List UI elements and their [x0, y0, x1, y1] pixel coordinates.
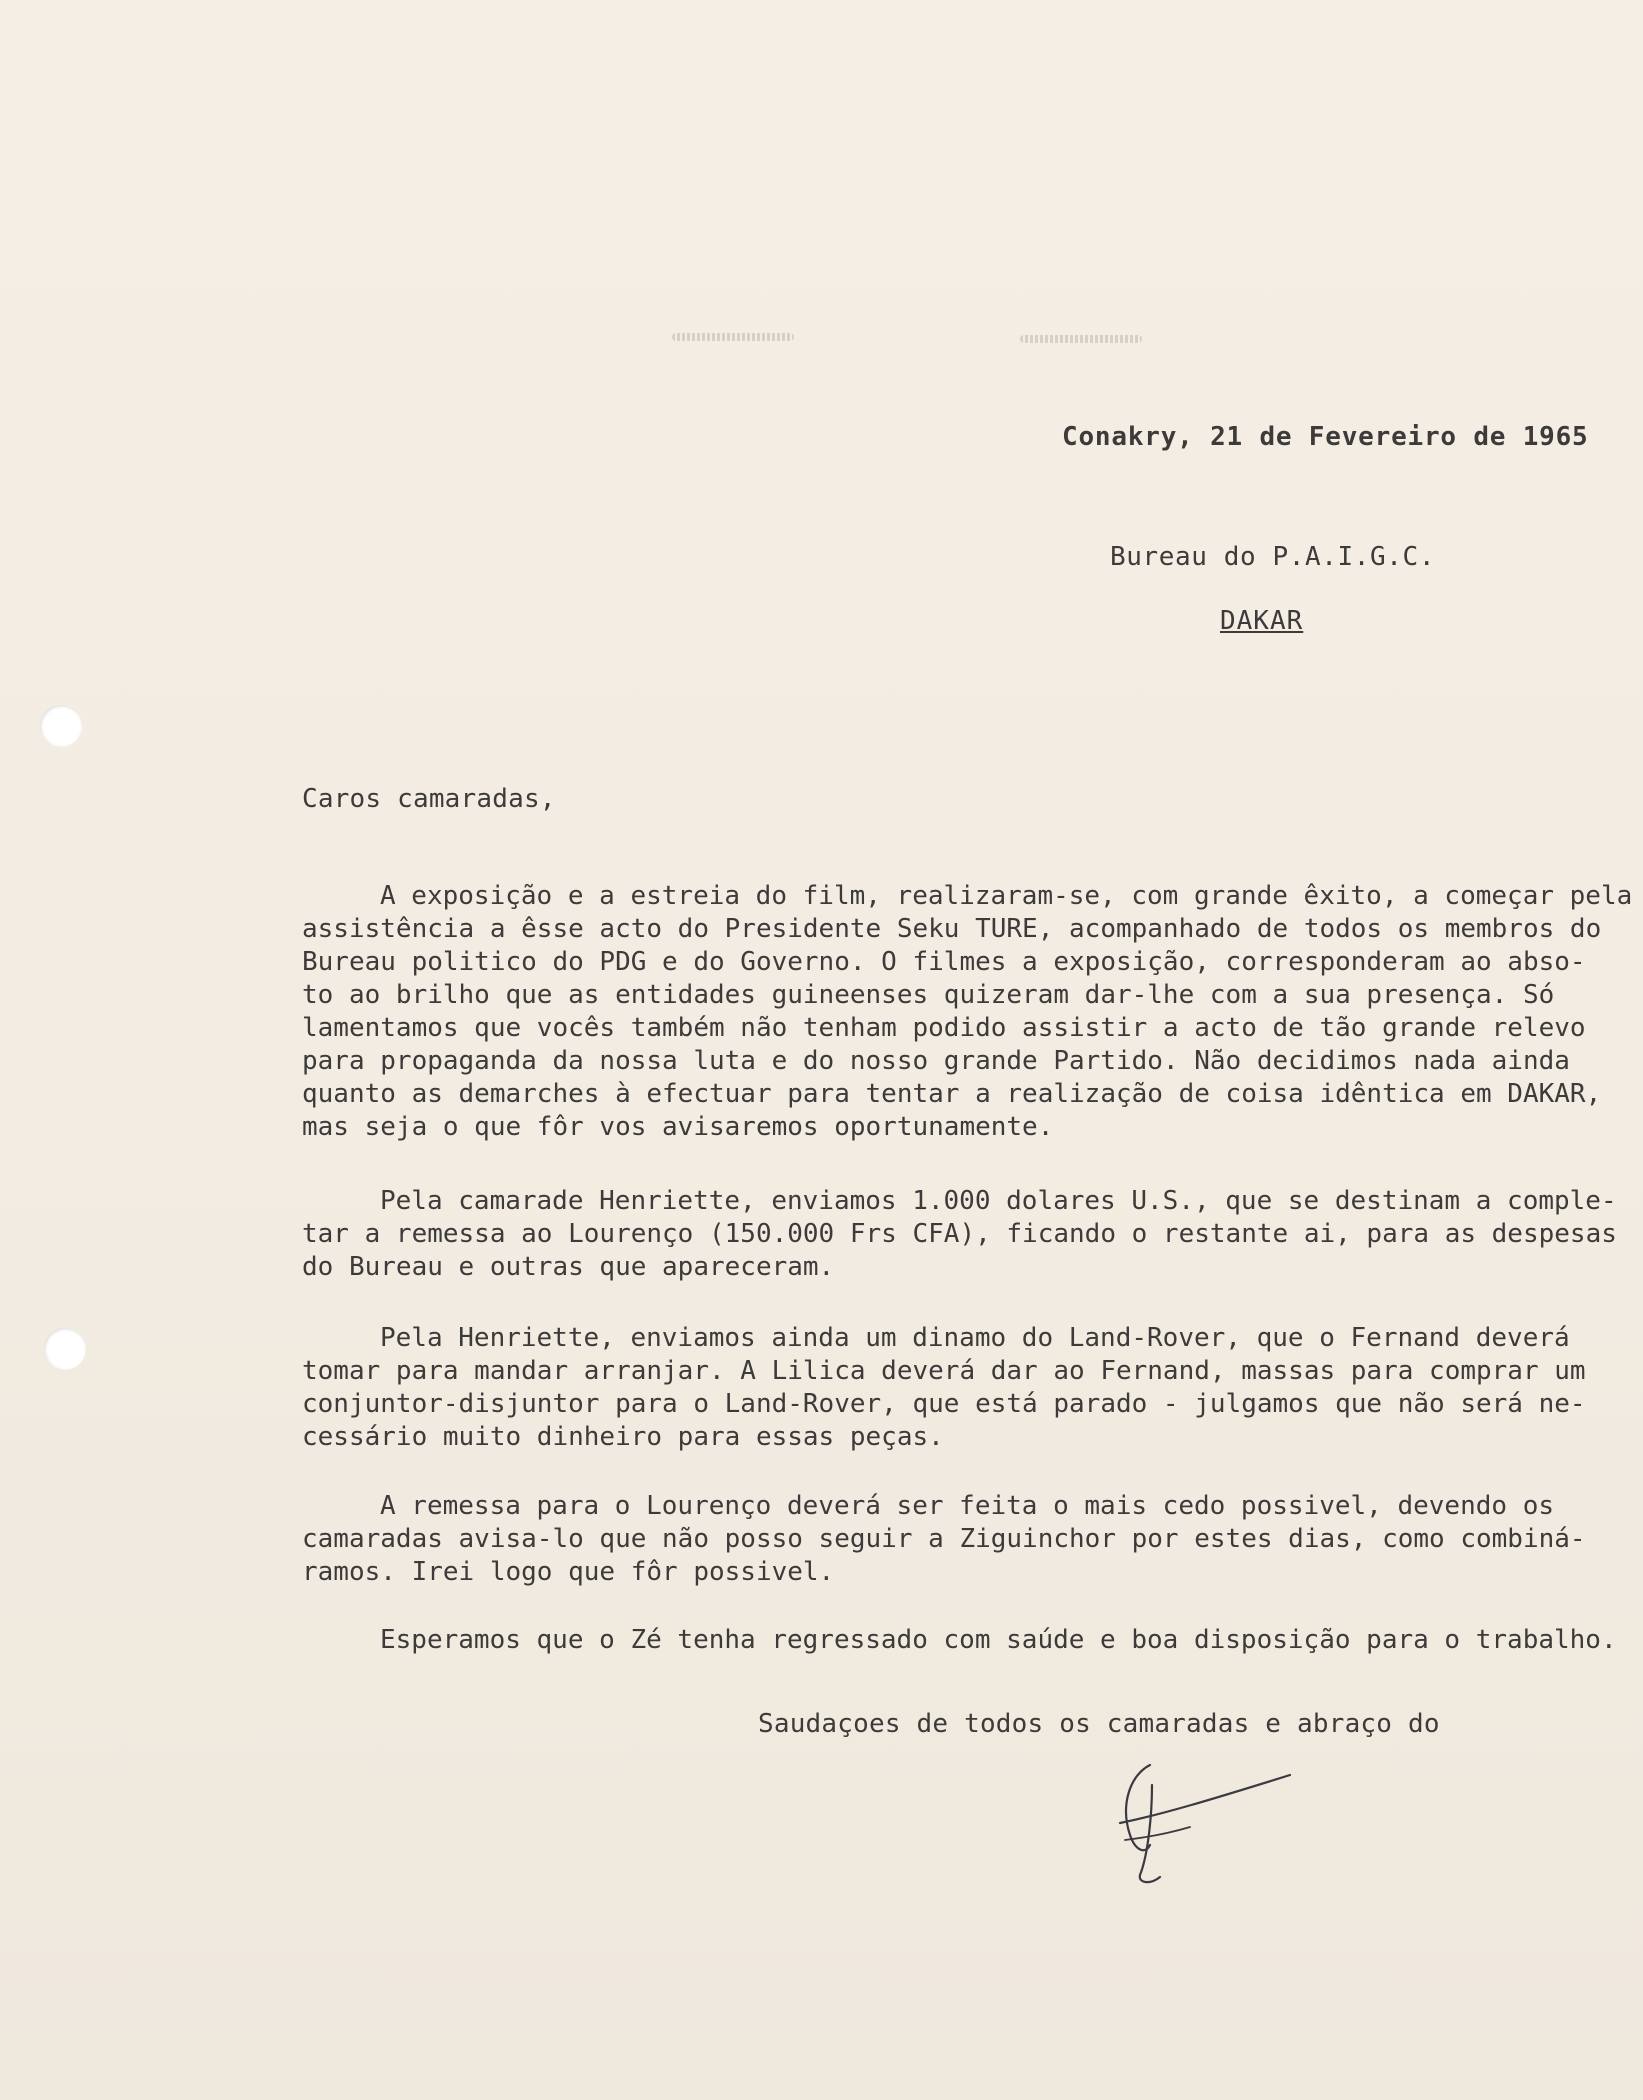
recipient-line-2: DAKAR — [1220, 606, 1304, 636]
paragraph-line: do Bureau e outras que apareceram. — [302, 1252, 835, 1282]
typewriter-smudge-right — [1020, 335, 1142, 343]
paragraph-5 — [302, 1624, 1632, 1657]
paragraph-line: camaradas avisa-lo que não posso seguir a Ziguinchor por estes dias, como combiná- — [302, 1524, 1586, 1554]
paragraph-line: cessário muito dinheiro para essas peças. — [302, 1422, 944, 1452]
paragraph-line: A exposição e a estreia do film, realizaram-se, com grande êxito, a começar pela — [380, 881, 1633, 911]
paragraph-1 — [302, 880, 1632, 1144]
paragraph-line: mas seja o que fôr vos avisaremos oportunamente. — [302, 1112, 1054, 1142]
paragraph-line: Esperamos que o Zé tenha regressado com saúde e boa disposição para o trabalho. — [380, 1625, 1617, 1655]
paragraph-line: Pela Henriette, enviamos ainda um dinamo do Land-Rover, que o Fernand deverá — [380, 1323, 1570, 1353]
paragraph-2 — [302, 1185, 1632, 1284]
punch-hole-bottom — [44, 1328, 86, 1370]
date-line: Conakry, 21 de Fevereiro de 1965 — [1062, 422, 1589, 452]
typewriter-smudge-left — [672, 333, 794, 341]
salutation: Caros camaradas, — [302, 784, 556, 814]
paragraph-line: tomar para mandar arranjar. A Lilica deverá dar ao Fernand, massas para comprar um — [302, 1356, 1586, 1386]
paragraph-line: A remessa para o Lourenço deverá ser feita o mais cedo possivel, devendo os — [380, 1491, 1554, 1521]
paragraph-3 — [302, 1322, 1632, 1454]
handwritten-signature — [1090, 1745, 1300, 1895]
paragraph-4 — [302, 1490, 1632, 1589]
paragraph-line: quanto as demarches à efectuar para tentar a realização de coisa idêntica em DAKAR, — [302, 1079, 1602, 1109]
paragraph-line: assistência a êsse acto do Presidente Seku TURE, acompanhado de todos os membros do — [302, 914, 1602, 944]
paragraph-line: Bureau politico do PDG e do Governo. O filmes a exposição, corresponderam ao abso- — [302, 947, 1586, 977]
paragraph-line: lamentamos que vocês também não tenham podido assistir a acto de tão grande relevo — [302, 1013, 1586, 1043]
paragraph-line: to ao brilho que as entidades guineenses quizeram dar-lhe com a sua presença. Só — [302, 980, 1555, 1010]
paragraph-line: ramos. Irei logo que fôr possivel. — [302, 1557, 835, 1587]
paragraph-line: tar a remessa ao Lourenço (150.000 Frs CFA), ficando o restante ai, para as despesas — [302, 1219, 1617, 1249]
paragraph-line: conjuntor-disjuntor para o Land-Rover, que está parado - julgamos que não será ne- — [302, 1389, 1586, 1419]
closing-line: Saudaçoes de todos os camaradas e abraço do — [758, 1709, 1440, 1739]
punch-hole-top — [40, 705, 82, 747]
recipient-line-1: Bureau do P.A.I.G.C. — [1110, 542, 1436, 572]
paragraph-line: para propaganda da nossa luta e do nosso grande Partido. Não decidimos nada ainda — [302, 1046, 1570, 1076]
paragraph-line: Pela camarade Henriette, enviamos 1.000 dolares U.S., que se destinam a comple- — [380, 1186, 1617, 1216]
